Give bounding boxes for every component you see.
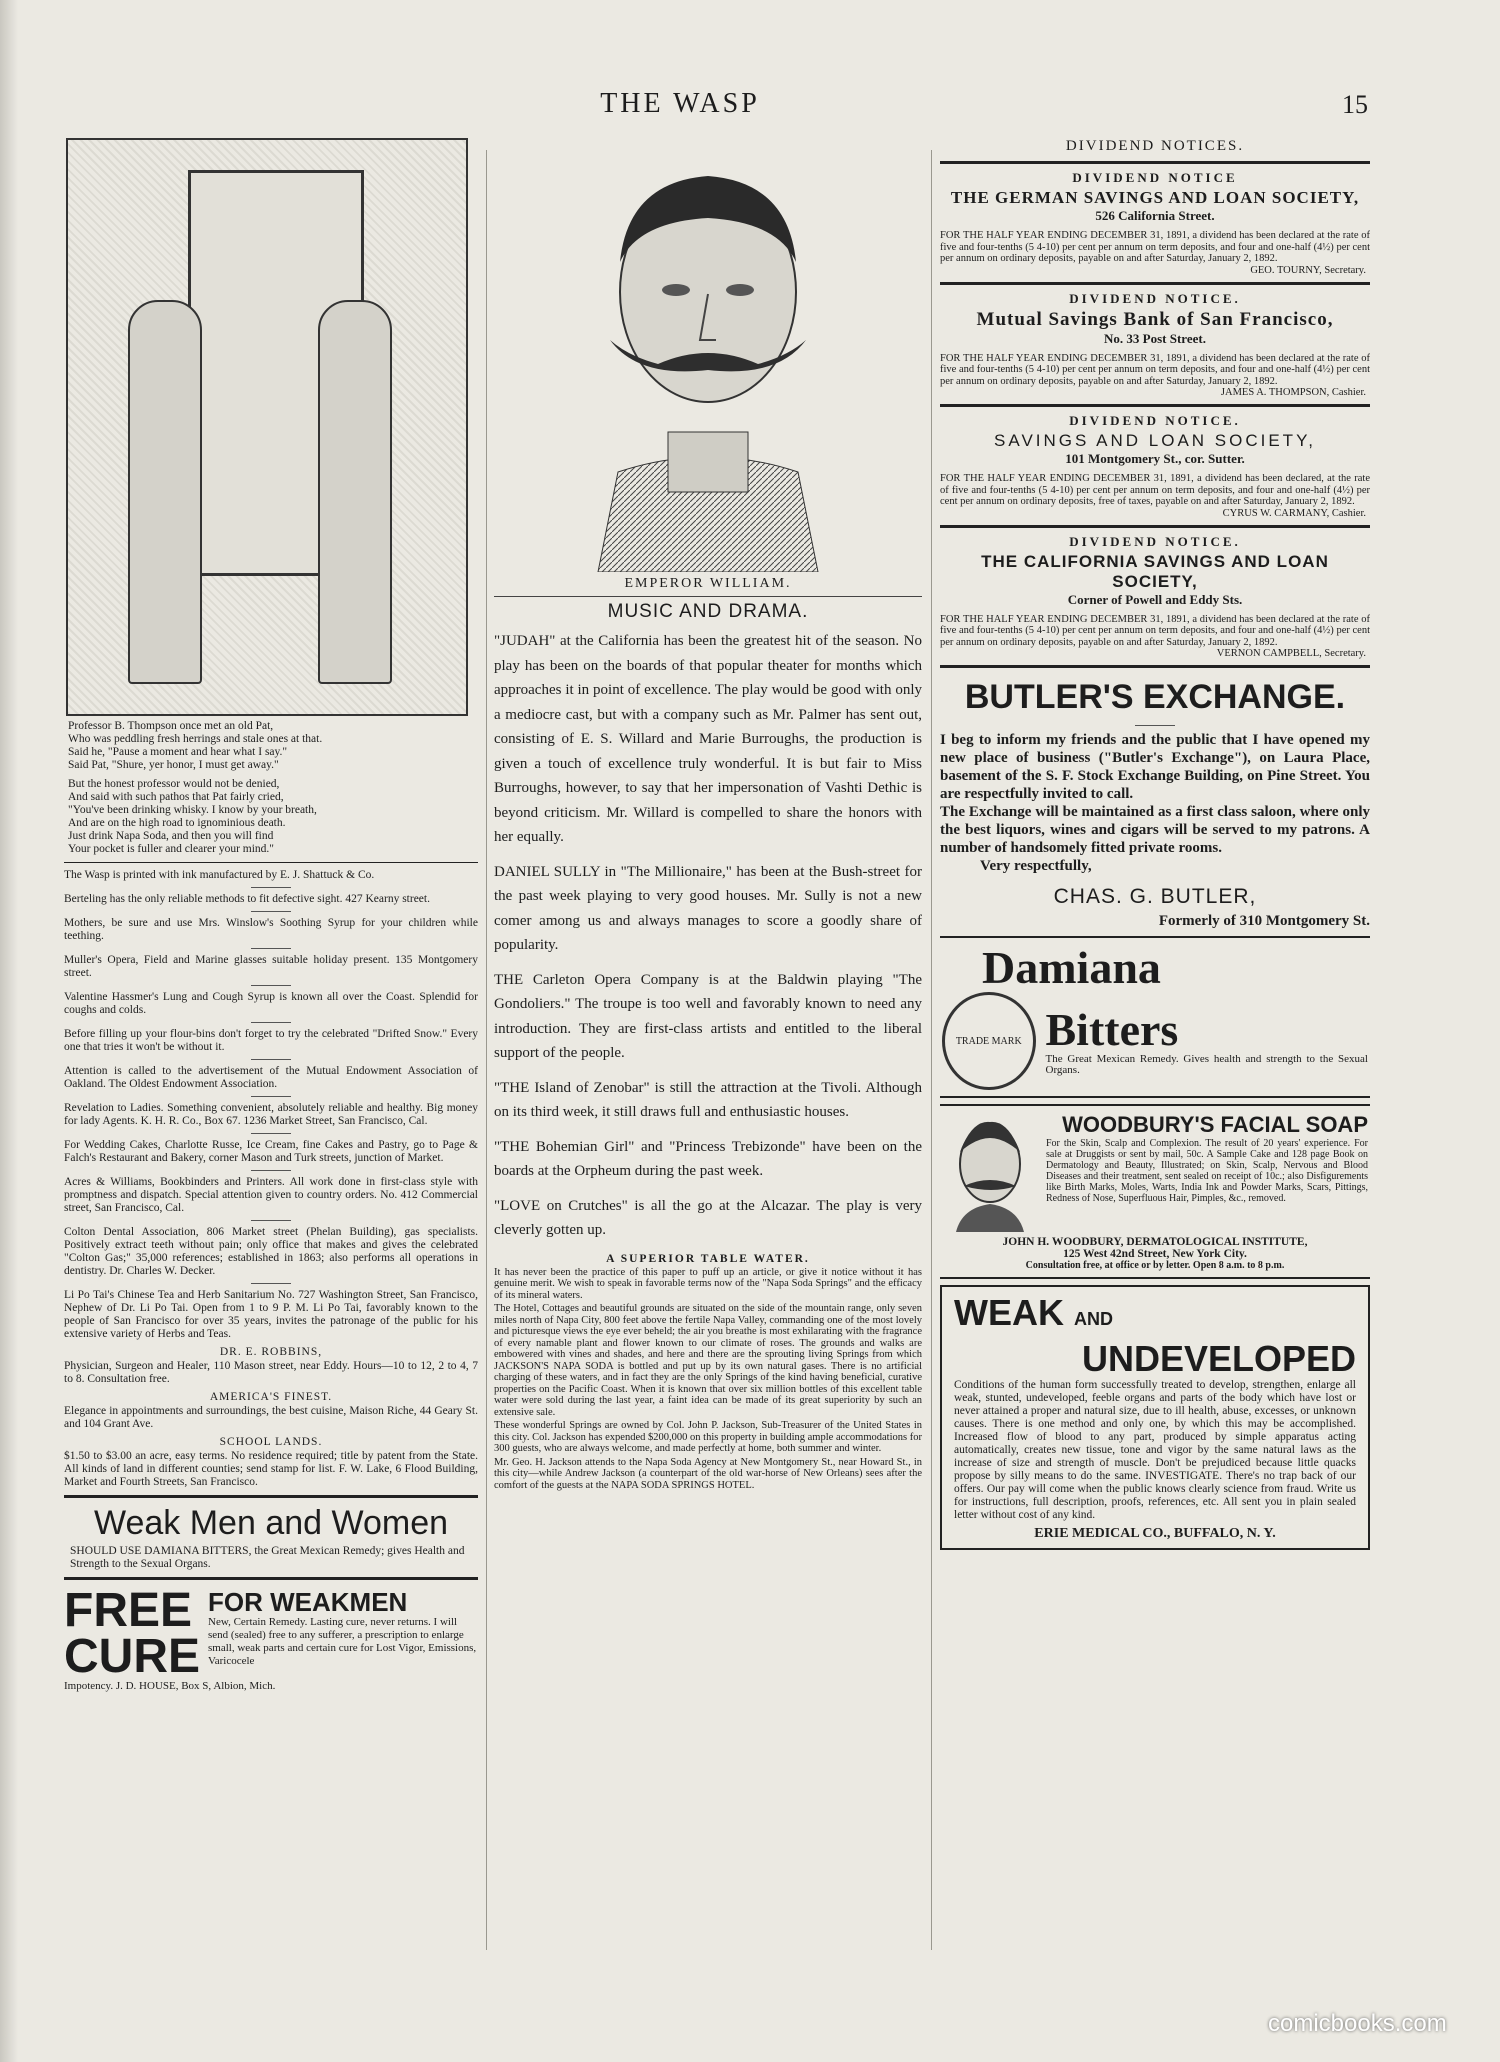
brief-note: For Wedding Cakes, Charlotte Russe, Ice Cream, fine Cakes and Pastry, go to Page & Falch's Restaurant and Bakery, corner Mason and Turk streets, junction of Market. (64, 1139, 478, 1164)
article-paragraph: "THE Island of Zenobar" is still the attraction at the Tivoli. Although on its third week, it still draws full and enthusiastic houses. (494, 1079, 922, 1120)
finest-body: Elegance in appointments and surroundings, the best cuisine, Maison Riche, 44 Geary St. and 104 Grant Ave. (64, 1405, 478, 1430)
notice-signer: VERNON CAMPBELL, Secretary. (1216, 648, 1366, 659)
dividend-notice (940, 170, 1370, 276)
brief-note: Colton Dental Association, 806 Market street (Phelan Building), gas specialists. Positively extract teeth without pain; only office that makes and gives the celebrated "Colton Gas;" 35,000 references; established in 1863; also performs all operations in dentistry. Dr. Charles W. Decker. (64, 1226, 478, 1277)
dividend-notice (940, 534, 1370, 660)
divider (64, 1495, 478, 1498)
society-name: Mutual Savings Bank of San Francisco, (976, 308, 1334, 330)
notice-body: FOR THE HALF YEAR ENDING DECEMBER 31, 1891, a dividend has been declared at the rate of five and four-tenths (5 4-10) per cent per annum on term deposits, and four and one-half (4½) per cent per annum on ordinary deposits, payable on and after Saturday, January 2, 1892. (940, 613, 1370, 648)
cartoon-illustration (66, 138, 468, 716)
professor-figure (128, 300, 202, 684)
notice-signer: CYRUS W. CARMANY, Cashier. (1222, 507, 1366, 519)
article-paragraph: "JUDAH" at the California has been the greatest hit of the season. No play has been on the boards of that popular theater for months which approaches it in point of excellence. The play would be good with only a mediocre cast, but with a company such as Mr. Palmer has sent out, consisting of E. S. Willard and Marie Burroughs, the production is given a touch of excellence truly wonderful. It is but fair to Miss Burroughs, however, to say that her impersonation of Vashti Dethic is beyond criticism. Mr. Willard is compelled to share the honors with her equally. (494, 633, 922, 845)
poem-stanza-1: Professor B. Thompson once met an old Pat, Who was peddling fresh herrings and stale ones at that. Said he, "Pause a moment and hear what I say." Said Pat, "Shure, yer honor, I must get away." (68, 720, 323, 771)
water-paragraph: Mr. Geo. H. Jackson attends to the Napa Soda Agency at New Montgomery St., near Howard St., in this city—while Andrew Jackson (a counterpart of the old war-horse of New Orleans) sees after the comfort of the guests at the NAPA SODA SPRINGS HOTEL. (494, 1456, 922, 1491)
column-rule (931, 150, 932, 1950)
brief-note: Muller's Opera, Field and Marine glasses suitable holiday present. 135 Montgomery street. (64, 954, 478, 979)
society-address: 526 California Street. (1095, 208, 1215, 223)
notice-signer: JAMES A. THOMPSON, Cashier. (1220, 387, 1366, 398)
butler-signature: CHAS. G. BUTLER, (1053, 885, 1257, 908)
woodbury-portrait-icon (942, 1112, 1038, 1232)
erie-medical-footer: ERIE MEDICAL CO., BUFFALO, N. Y. (1034, 1526, 1276, 1541)
lands-body: $1.50 to $3.00 an acre, easy terms. No residence required; title by patent from the State. All kinds of land in different counties; send stamp for list. F. W. Lake, 6 Flood Building, Market and Fourth Streets, San Francisco. (64, 1450, 478, 1488)
butler-closing: Very respectfully, (980, 858, 1092, 874)
dividend-notices-heading: DIVIDEND NOTICES. (1065, 138, 1245, 154)
bitters-title: Bitters (1045, 1004, 1179, 1055)
divider (251, 1283, 291, 1284)
free-cure-text (208, 1588, 478, 1680)
divider (251, 1096, 291, 1097)
divider (1135, 725, 1175, 726)
weak-heading (954, 1293, 1356, 1339)
damiana-text (1046, 1006, 1369, 1076)
divider (251, 1220, 291, 1221)
woodbury-ad (940, 1104, 1370, 1279)
column-left (64, 138, 478, 1968)
water-paragraph: The Hotel, Cottages and beautiful grounds are situated on the side of the mountain range, only seven miles north of Napa City, 800 feet above the fertile Napa Valley, commanding one of the most lovely and picturesque views the eye ever beheld; the air you breathe is most exhilarating with the fragrance of every namable plant and flower known to our climate of roses. The grounds and walks are embowered with vines and shades, and here and there are the sprouting living Springs from which JACKSON'S NAPA SODA is bottled and put up by its own natural gases. There is no artificial charging of these waters, and in fact they are the only Springs of the kind having beneficial, curative properties on the Pacific Coast. When it is known that over six million bottles of this excellent table water were sold during the last year, a faint idea can be made of its great superiority by such an extensive sale. (494, 1303, 922, 1418)
butler-formerly: Formerly of 310 Montgomery St. (1158, 913, 1370, 929)
water-paragraph: These wonderful Springs are owned by Col. John P. Jackson, Sub-Treasurer of the United States in this city. Col. Jackson has expended $200,000 on this property in building ample accommodations for 300 guests, who are always welcome, and made perfectly at home, both summer and winter. (494, 1420, 922, 1454)
emperor-portrait (558, 142, 858, 572)
divider (940, 282, 1370, 285)
divider (64, 1577, 478, 1580)
notice-label: DIVIDEND NOTICE. (1069, 413, 1241, 428)
weak-men-women-title: Weak Men and Women (93, 1504, 449, 1542)
woodbury-row (942, 1112, 1368, 1232)
brief-note: Mothers, be sure and use Mrs. Winslow's Soothing Syrup for your children while teething. (64, 917, 478, 942)
society-address: 101 Montgomery St., cor. Sutter. (1065, 451, 1245, 466)
page-title: THE WASP (600, 88, 760, 119)
watermark-text: comicbooks.com (1268, 2010, 1447, 2037)
divider (251, 911, 291, 912)
notice-label: DIVIDEND NOTICE (1072, 170, 1238, 185)
divider (64, 862, 478, 863)
weak-undeveloped-ad (940, 1285, 1370, 1550)
finest-heading: AMERICA'S FINEST. (209, 1391, 333, 1403)
page-fold-shadow (0, 0, 18, 2062)
for-weakmen-heading: FOR WEAKMEN (208, 1587, 408, 1617)
cure-word: CURE (64, 1630, 201, 1683)
society-name: THE GERMAN SAVINGS AND LOAN SOCIETY, (950, 188, 1360, 207)
free-cure-footer: Impotency. J. D. HOUSE, Box S, Albion, Mich. (64, 1680, 276, 1692)
notice-body: FOR THE HALF YEAR ENDING DECEMBER 31, 1891, a dividend has been declared at the rate of five and four-tenths (5 4-10) per cent per annum on term deposits, and four and one-half (4½) per cent per annum on ordinary deposits, payable on and after Saturday, January 2, 1892. (940, 352, 1370, 387)
article-paragraph: "THE Bohemian Girl" and "Princess Trebizonde" have been on the boards at the Orpheum during the past week. (494, 1138, 922, 1179)
water-paragraph: It has never been the practice of this paper to puff up an article, or give it notice without it has genuine merit. We wish to speak in favorable terms now of the "Napa Soda Springs" and the efficacy of its mineral waters. (494, 1266, 922, 1301)
divider (251, 985, 291, 986)
notice-label: DIVIDEND NOTICE. (1069, 533, 1241, 549)
column-right (940, 138, 1370, 1968)
society-address: No. 33 Post Street. (1104, 330, 1206, 346)
woodbury-address: 125 West 42nd Street, New York City. (1063, 1248, 1247, 1260)
notice-body: FOR THE HALF YEAR ENDING DECEMBER 31, 1891, a dividend has been declared at the rate of five and four-tenths (5 4-10) per cent per annum on term deposits, and four and one-half (4½) per cent per annum on ordinary deposits, payable on and after Saturday, January 2, 1892. (940, 230, 1370, 264)
brief-note: Before filling up your flour-bins don't forget to try the celebrated "Drifted Snow." Every one that tries it won't be without it. (64, 1028, 478, 1053)
undeveloped-word: UNDEVELOPED (1081, 1338, 1356, 1379)
woodbury-body: For the Skin, Scalp and Complexion. The result of 20 years' experience. For sale at Druggists or sent by mail, 50c. A Sample Cake and 128 page Book on Dermatology and Beauty, Illustrated; on Skin, Scalp, Nervous and Blood Diseases and their treatment, sent sealed on receipt of 10c.; also Disfigurements like Birth Marks, Moles, Warts, India Ink and Powder Marks, Scars, Pittings, Redness of Nose, Superfluous Hair, Pimples, &c., removed. (1046, 1138, 1368, 1204)
divider (251, 1022, 291, 1023)
weak-body: Conditions of the human form successfully treated to develop, strengthen, enlarge all weak, stunted, undeveloped, feeble organs and parts of the body which have lost or never attained a proper and natural size, due to ill health, abuse, excesses, or unknown causes. There is one method and only one, by which this may be accomplished. Increased flow of blood to any part, produced by simple apparatus acting automatically, creates new tissue, tone and vigor by the same natural laws as the increase of size and strength of muscle. Don't be prejudiced because little quacks propose by silly means to do the same. INVESTIGATE. There's no trap back of our offers. Our pay will come when the public knows clearly science from fraud. Write us for instructions, full description, proofs, references, etc. All sent you in plain sealed letter without cost of any kind. (954, 1379, 1356, 1521)
dividend-notice (940, 291, 1370, 399)
divider (251, 1059, 291, 1060)
poem-stanza-2: But the honest professor would not be denied, And said with such pathos that Pat fairly cried, "You've been drinking whisky. I know by your breath, And are on the high road to ignominious death. Just drink Napa Soda, and then you will find Your pocket is fuller and clearer your mind." (68, 778, 317, 855)
brief-note: Berteling has the only reliable methods to fit defective sight. 427 Kearny street. (64, 893, 430, 905)
divider (251, 948, 291, 949)
robbins-heading: DR. E. ROBBINS, (219, 1346, 323, 1358)
page-number: 15 (1342, 90, 1368, 119)
free-cure-ad (64, 1584, 478, 1683)
woodbury-text (1046, 1112, 1368, 1232)
and-word: AND (1074, 1309, 1114, 1329)
divider (251, 887, 291, 888)
free-cure-heading (64, 1584, 201, 1683)
table-water-heading: A SUPERIOR TABLE WATER. (606, 1252, 810, 1265)
robbins-body: Physician, Surgeon and Healer, 110 Mason street, near Eddy. Hours—10 to 12, 2 to 4, 7 to 8. Consultation free. (64, 1360, 478, 1385)
lands-heading: SCHOOL LANDS. (219, 1436, 323, 1448)
brief-note: Acres & Williams, Bookbinders and Printers. All work done in first-class style with promptness and dispatch. Special attention given to country orders. No. 412 Commercial street, San Francisco, Cal. (64, 1176, 478, 1214)
damiana-ad (940, 936, 1370, 1098)
divider (494, 596, 922, 597)
notice-body: FOR THE HALF YEAR ENDING DECEMBER 31, 1891, a dividend has been declared, at the rate of five and four-tenths (5 4-10) per cent per annum on term deposits, and four and one-half (4½) per cent per annum on ordinary deposits, free of taxes, payable on and after Saturday, January 2, 1892. (940, 473, 1370, 507)
divider (251, 1170, 291, 1171)
butler-exchange-title: BUTLER'S EXCHANGE. (964, 678, 1346, 716)
butler-paragraph: I beg to inform my friends and the public that I have opened my new place of business ("Butler's Exchange"), on Laura Place, basement of the S. F. Stock Exchange Building, on Pine Street. You are respectfully invited to call. (940, 732, 1370, 802)
column-rule (486, 150, 487, 1950)
divider (940, 665, 1370, 668)
divider (251, 1133, 291, 1134)
divider (940, 404, 1370, 407)
article-paragraph: DANIEL SULLY in "The Millionaire," has been at the Bush-street for the past week playing to very good houses. Mr. Sully is not a new comer among us and always manages to score a goodly share of popularity. (494, 863, 922, 953)
divider (940, 525, 1370, 528)
eagle-seal-icon (942, 992, 1036, 1090)
free-word: FREE (64, 1584, 193, 1637)
trade-mark-label: TRADE MARK (955, 1035, 1022, 1047)
article-paragraph: "LOVE on Crutches" is all the go at the Alcazar. The play is very cleverly gotten up. (494, 1197, 922, 1238)
weak-men-women-body: SHOULD USE DAMIANA BITTERS, the Great Mexican Remedy; gives Health and Strength to the Sexual Organs. (70, 1545, 465, 1570)
portrait-caption: EMPEROR WILLIAM. (624, 576, 792, 591)
brief-note: The Wasp is printed with ink manufactured by E. J. Shattuck & Co. (64, 869, 375, 881)
notice-signer: GEO. TOURNY, Secretary. (1250, 264, 1366, 276)
woodbury-hours: Consultation free, at office or by letter. Open 8 a.m. to 8 p.m. (1025, 1260, 1285, 1271)
society-address: Corner of Powell and Eddy Sts. (1067, 591, 1243, 607)
woodbury-title: WOODBURY'S FACIAL SOAP (1062, 1112, 1368, 1137)
damiana-title: Damiana (982, 942, 1161, 993)
brief-note: Revelation to Ladies. Something convenient, absolutely reliable and healthy. Big money for lady Agents. K. H. R. Co., Box 67. 1236 Market Street, San Francisco, Cal. (64, 1102, 478, 1127)
society-name: SAVINGS AND LOAN SOCIETY, (994, 431, 1316, 450)
damiana-body: The Great Mexican Remedy. Gives health and strength to the Sexual Organs. (1045, 1053, 1368, 1076)
portrait-engraving (558, 142, 858, 572)
music-drama-heading: MUSIC AND DRAMA. (607, 601, 809, 622)
peddler-figure (318, 300, 392, 684)
article-paragraph: THE Carleton Opera Company is at the Baldwin playing "The Gondoliers." The troupe is too well and favorably known to need any introduction. They are first-class artists and entitled to the liberal support of the people. (494, 971, 922, 1061)
brief-note: Valentine Hassmer's Lung and Cough Syrup is known all over the Coast. Splendid for coughs and colds. (64, 991, 478, 1016)
dividend-notice (940, 413, 1370, 519)
free-cure-body: New, Certain Remedy. Lasting cure, never returns. I will send (sealed) free to any sufferer, a prescription to enlarge small, weak parts and certain cure for Lost Vigor, Emissions, Varicocele (208, 1616, 477, 1667)
divider (940, 161, 1370, 164)
cartoon-poem (68, 720, 478, 856)
weak-word: WEAK (954, 1292, 1064, 1333)
brief-note: Li Po Tai's Chinese Tea and Herb Sanitarium No. 727 Washington Street, San Francisco, Nephew of Dr. Li Po Tai. Open from 1 to 9 P. M. Li Po Tai, favorably known to the people of San Francisco for over 35 years, invites the patronage of the public for his extensive variety of Herbs and Teas. (64, 1289, 478, 1340)
brief-note: Attention is called to the advertisement of the Mutual Endowment Association of Oakland. The Oldest Endowment Association. (64, 1065, 478, 1090)
butler-paragraph: The Exchange will be maintained as a first class saloon, where only the best liquors, wines and cigars will be served to my patrons. A number of handsomely fitted private rooms. (940, 804, 1370, 856)
notice-label: DIVIDEND NOTICE. (1069, 290, 1241, 306)
woodbury-institute: JOHN H. WOODBURY, DERMATOLOGICAL INSTITUTE, (1002, 1236, 1308, 1248)
society-name: THE CALIFORNIA SAVINGS AND LOAN SOCIETY, (981, 551, 1329, 591)
damiana-row (942, 992, 1368, 1090)
column-middle (494, 138, 922, 1968)
